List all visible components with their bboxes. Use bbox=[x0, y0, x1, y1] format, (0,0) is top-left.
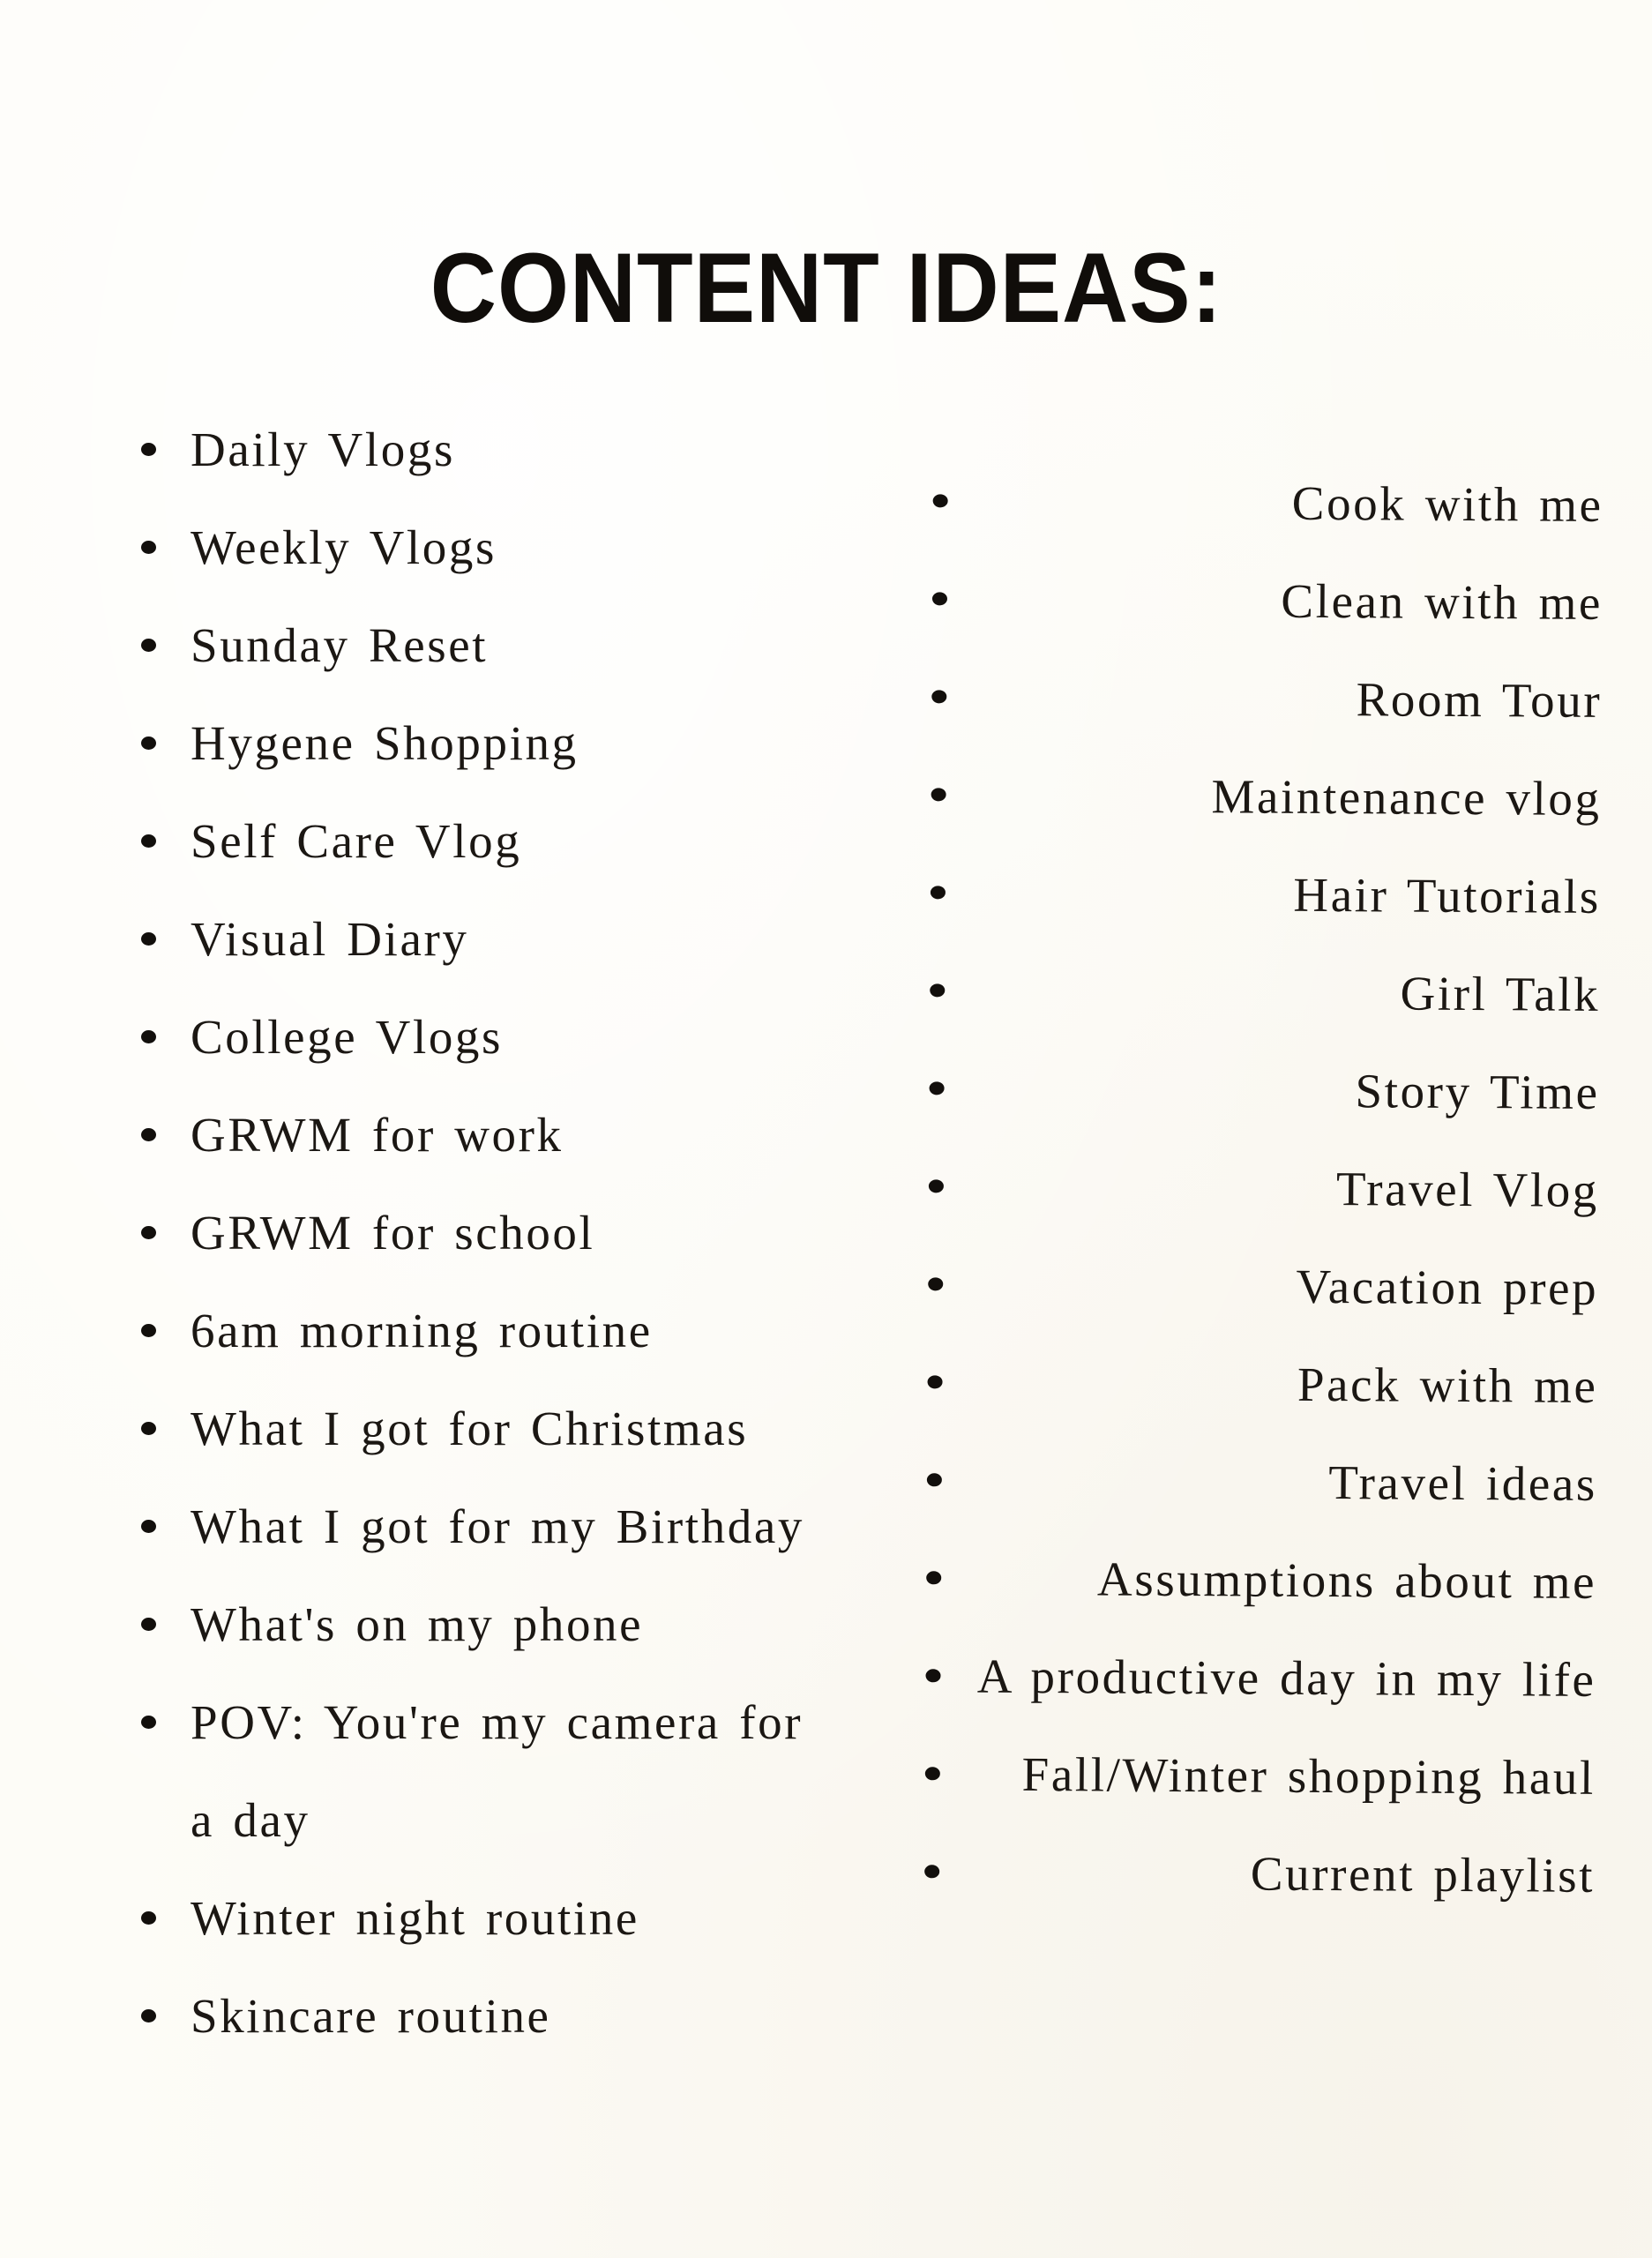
list-item-label: Assumptions about me bbox=[1096, 1551, 1597, 1609]
list-item-label: Fall/Winter shopping haul bbox=[1021, 1746, 1596, 1805]
list-item-label: Pack with me bbox=[1297, 1357, 1598, 1413]
list-item bbox=[886, 1431, 1598, 1533]
bullet-icon bbox=[141, 1911, 156, 1925]
list-item bbox=[113, 1477, 810, 1575]
list-item bbox=[113, 1379, 810, 1477]
list-item-label: What's on my phone bbox=[191, 1597, 644, 1651]
list-item bbox=[888, 1039, 1600, 1141]
list-item-label: Girl Talk bbox=[1400, 966, 1601, 1021]
bullet-icon bbox=[932, 592, 947, 605]
list-item-label: Sunday Reset bbox=[191, 618, 489, 672]
list-item-label: Self Care Vlog bbox=[191, 814, 522, 868]
bullet-icon bbox=[141, 736, 156, 750]
list-item bbox=[113, 1282, 810, 1379]
list-item-label: Maintenance vlog bbox=[1211, 769, 1602, 826]
list-item bbox=[113, 792, 810, 890]
list-item-label: A productive day in my life bbox=[976, 1649, 1596, 1707]
bullet-icon bbox=[141, 1128, 156, 1141]
list-item-label: POV: You're my camera for a day bbox=[191, 1695, 804, 1847]
list-item bbox=[890, 843, 1602, 946]
bullet-icon bbox=[141, 443, 156, 456]
left-column bbox=[113, 400, 810, 2065]
list-item bbox=[891, 647, 1603, 750]
list-item bbox=[113, 890, 810, 988]
list-item-label: College Vlogs bbox=[191, 1010, 504, 1064]
list-item bbox=[113, 988, 810, 1086]
bullet-icon bbox=[141, 834, 156, 848]
list-item bbox=[885, 1626, 1596, 1729]
list-item-label: Skincare routine bbox=[191, 1989, 551, 2043]
bullet-icon bbox=[141, 1422, 156, 1435]
bullet-icon bbox=[141, 2009, 156, 2022]
list-item-label: Weekly Vlogs bbox=[191, 520, 497, 574]
bullet-icon bbox=[931, 788, 946, 801]
list-item bbox=[113, 1575, 810, 1673]
bullet-icon bbox=[141, 1324, 156, 1337]
bullet-icon bbox=[141, 1520, 156, 1533]
bullet-icon bbox=[925, 1669, 940, 1682]
list-item bbox=[885, 1724, 1596, 1827]
list-item-label: Travel ideas bbox=[1328, 1455, 1598, 1511]
list-item-label: Current playlist bbox=[1250, 1846, 1596, 1903]
bullet-icon bbox=[931, 690, 946, 703]
bullet-icon bbox=[928, 1277, 943, 1290]
list-item bbox=[890, 745, 1602, 848]
list-item bbox=[113, 1673, 810, 1869]
list-item bbox=[886, 1529, 1597, 1631]
bullet-icon bbox=[927, 1473, 942, 1486]
bullet-icon bbox=[141, 1618, 156, 1631]
left-column-list bbox=[113, 400, 810, 2065]
list-item bbox=[113, 1184, 810, 1282]
bullet-icon bbox=[141, 1716, 156, 1729]
list-item bbox=[113, 1869, 810, 1967]
bullet-icon bbox=[929, 1179, 944, 1193]
list-item-label: Winter night routine bbox=[191, 1891, 639, 1945]
right-column bbox=[884, 452, 1603, 1925]
list-item-label: 6am morning routine bbox=[191, 1304, 653, 1357]
list-item bbox=[892, 550, 1603, 652]
page-title: CONTENT IDEAS: bbox=[430, 233, 1222, 344]
bullet-icon bbox=[141, 1226, 156, 1239]
bullet-icon bbox=[141, 639, 156, 652]
bullet-icon bbox=[141, 541, 156, 554]
list-item-label: Cook with me bbox=[1291, 475, 1603, 532]
list-item bbox=[892, 452, 1603, 554]
list-item bbox=[113, 400, 810, 498]
list-item bbox=[113, 1967, 810, 2065]
bullet-icon bbox=[933, 494, 948, 507]
list-item bbox=[886, 1333, 1598, 1435]
list-item-label: Vacation prep bbox=[1296, 1259, 1599, 1315]
list-item-label: Clean with me bbox=[1281, 573, 1603, 630]
list-item-label: GRWM for work bbox=[191, 1108, 564, 1162]
list-item-label: Daily Vlogs bbox=[191, 422, 455, 476]
bullet-icon bbox=[928, 1375, 943, 1388]
bullet-icon bbox=[930, 1081, 945, 1095]
list-item-label: Hygene Shopping bbox=[191, 716, 579, 770]
bullet-icon bbox=[930, 983, 945, 997]
list-item bbox=[113, 1086, 810, 1184]
list-item-label: Hair Tutorials bbox=[1293, 867, 1602, 923]
bullet-icon bbox=[926, 1571, 941, 1584]
bullet-icon bbox=[141, 932, 156, 946]
list-item bbox=[113, 694, 810, 792]
list-item-label: What I got for Christmas bbox=[191, 1402, 749, 1455]
list-item bbox=[889, 941, 1601, 1043]
list-item-label: Travel Vlog bbox=[1335, 1162, 1600, 1217]
list-item-label: Visual Diary bbox=[191, 912, 469, 966]
bullet-icon bbox=[931, 886, 946, 899]
list-item bbox=[884, 1822, 1596, 1925]
bullet-icon bbox=[925, 1767, 940, 1780]
bullet-icon bbox=[924, 1865, 939, 1878]
list-item-label: Room Tour bbox=[1356, 672, 1603, 728]
list-item bbox=[113, 498, 810, 596]
list-item bbox=[113, 596, 810, 694]
page-title-container bbox=[0, 173, 1652, 404]
list-item bbox=[887, 1235, 1599, 1337]
list-item-label: GRWM for school bbox=[191, 1206, 595, 1260]
right-column-list bbox=[884, 452, 1603, 1925]
bullet-icon bbox=[141, 1030, 156, 1043]
list-item-label: What I got for my Birthday bbox=[191, 1499, 804, 1553]
list-item bbox=[888, 1137, 1600, 1239]
list-item-label: Story Time bbox=[1355, 1064, 1600, 1119]
